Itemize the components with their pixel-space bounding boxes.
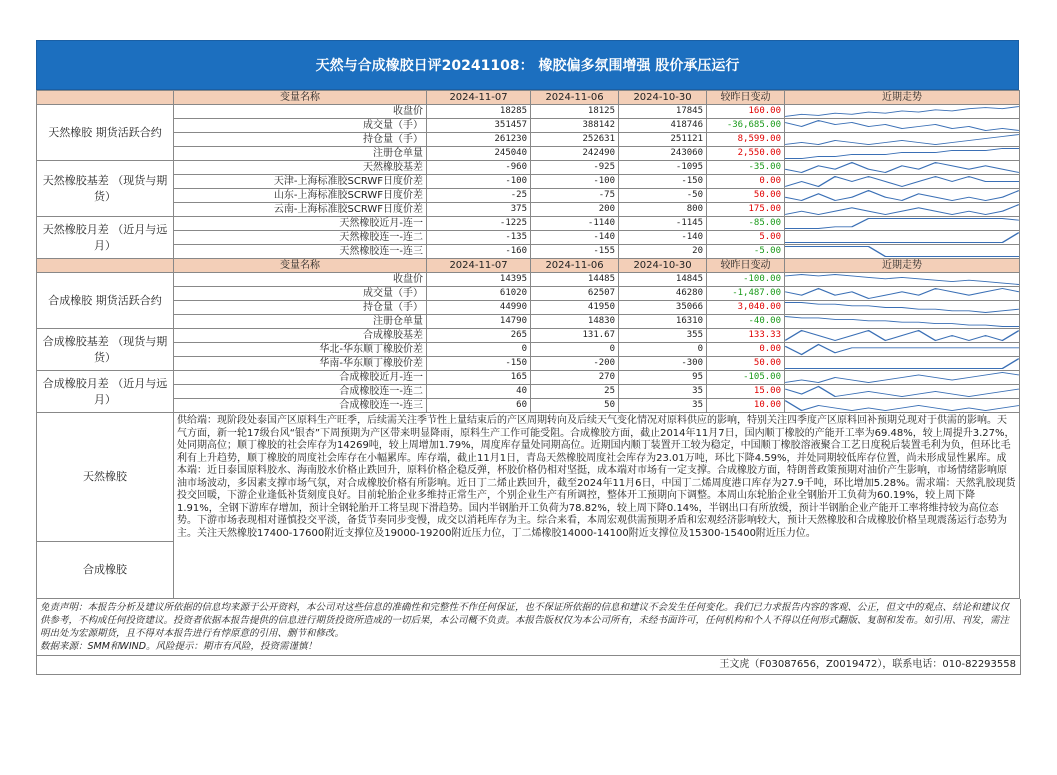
trend-cell xyxy=(785,371,1020,385)
change-cell: 175.00 xyxy=(707,203,785,217)
value-cell: 95 xyxy=(619,371,707,385)
sparkline-path xyxy=(785,317,1019,327)
value-cell: 265 xyxy=(427,329,531,343)
change-cell: -1,487.00 xyxy=(707,287,785,301)
row-label: 天津-上海标准胶SCRWF日度价差 xyxy=(174,175,427,189)
value-cell: 0 xyxy=(427,343,531,357)
value-cell: 0 xyxy=(531,343,619,357)
trend-cell xyxy=(785,287,1020,301)
table-row xyxy=(37,147,1020,161)
table-row xyxy=(37,161,1020,175)
sparkline xyxy=(785,105,1019,118)
group-label: 合成橡胶基差 （现货与期货） xyxy=(37,329,174,371)
value-cell: 46280 xyxy=(619,287,707,301)
sparkline xyxy=(785,203,1019,216)
change-cell: 133.33 xyxy=(707,329,785,343)
header-cell: 2024-11-07 xyxy=(427,91,531,105)
trend-cell xyxy=(785,119,1020,133)
value-cell: 131.67 xyxy=(531,329,619,343)
header-row xyxy=(37,91,1020,105)
table-row xyxy=(37,245,1020,259)
sparkline-path xyxy=(785,331,1019,341)
trend-cell xyxy=(785,105,1020,119)
row-label: 成交量（手） xyxy=(174,287,427,301)
sparkline-path xyxy=(785,289,1019,299)
value-cell: 355 xyxy=(619,329,707,343)
row-label: 天然橡胶连一-连三 xyxy=(174,245,427,259)
trend-cell xyxy=(785,217,1020,231)
trend-cell xyxy=(785,399,1020,413)
table-row xyxy=(37,217,1020,231)
value-cell: -150 xyxy=(619,175,707,189)
table-row xyxy=(37,357,1020,371)
change-cell: 160.00 xyxy=(707,105,785,119)
row-label: 合成橡胶近月-连一 xyxy=(174,371,427,385)
table-row xyxy=(37,231,1020,245)
group-label: 天然橡胶月差 （近月与远月） xyxy=(37,217,174,259)
value-cell: -75 xyxy=(531,189,619,203)
table-row xyxy=(37,329,1020,343)
row-label: 注册仓单量 xyxy=(174,147,427,161)
row-label: 天然橡胶连一-连二 xyxy=(174,231,427,245)
value-cell: -100 xyxy=(427,175,531,189)
sparkline-path xyxy=(785,163,1019,173)
table-row xyxy=(37,301,1020,315)
value-cell: -140 xyxy=(531,231,619,245)
sparkline xyxy=(785,189,1019,202)
sparkline xyxy=(785,175,1019,188)
sparkline xyxy=(785,301,1019,314)
table-row xyxy=(37,385,1020,399)
value-cell: 388142 xyxy=(531,119,619,133)
header-cell: 2024-11-06 xyxy=(531,259,619,273)
row-label: 山东-上海标准胶SCRWF日度价差 xyxy=(174,189,427,203)
sparkline-path xyxy=(785,121,1019,131)
sparkline-path xyxy=(785,359,1019,369)
sparkline-path xyxy=(785,275,1019,285)
row-label: 成交量（手） xyxy=(174,119,427,133)
header-cell: 近期走势 xyxy=(785,259,1020,273)
value-cell: 14845 xyxy=(619,273,707,287)
value-cell: 14790 xyxy=(427,315,531,329)
value-cell: 18125 xyxy=(531,105,619,119)
value-cell: -155 xyxy=(531,245,619,259)
sparkline-path xyxy=(785,387,1019,397)
table-row xyxy=(37,315,1020,329)
group-label: 天然橡胶基差 （现货与期货） xyxy=(37,161,174,217)
report-title: 天然与合成橡胶日评20241108： 橡胶偏多氛围增强 股价承压运行 xyxy=(36,40,1019,90)
sparkline xyxy=(785,147,1019,160)
table-row xyxy=(37,203,1020,217)
trend-cell xyxy=(785,147,1020,161)
value-cell: -960 xyxy=(427,161,531,175)
trend-cell xyxy=(785,175,1020,189)
group-label: 合成橡胶月差 （近月与远月） xyxy=(37,371,174,413)
sparkline-path xyxy=(785,373,1019,383)
value-cell: 245040 xyxy=(427,147,531,161)
header-cell xyxy=(37,91,174,105)
row-label: 合成橡胶连一-连二 xyxy=(174,385,427,399)
trend-cell xyxy=(785,231,1020,245)
table-row xyxy=(37,189,1020,203)
trend-cell xyxy=(785,315,1020,329)
trend-cell xyxy=(785,189,1020,203)
sparkline xyxy=(785,161,1019,174)
value-cell: 261230 xyxy=(427,133,531,147)
change-cell: 8,599.00 xyxy=(707,133,785,147)
value-cell: 270 xyxy=(531,371,619,385)
row-label: 持仓量（手） xyxy=(174,133,427,147)
trend-cell xyxy=(785,357,1020,371)
table-row xyxy=(37,105,1020,119)
value-cell: -1140 xyxy=(531,217,619,231)
row-label: 华北-华东顺丁橡胶价差 xyxy=(174,343,427,357)
report xyxy=(36,40,1019,675)
header-cell: 2024-11-07 xyxy=(427,259,531,273)
header-cell xyxy=(37,259,174,273)
value-cell: -160 xyxy=(427,245,531,259)
header-cell: 2024-10-30 xyxy=(619,91,707,105)
sparkline-path xyxy=(785,401,1019,411)
change-cell: 0.00 xyxy=(707,175,785,189)
header-cell: 变量名称 xyxy=(174,259,427,273)
group-label: 天然橡胶 期货活跃合约 xyxy=(37,105,174,161)
value-cell: 242490 xyxy=(531,147,619,161)
value-cell: 61020 xyxy=(427,287,531,301)
value-cell: 0 xyxy=(619,343,707,357)
group-label: 合成橡胶 期货活跃合约 xyxy=(37,273,174,329)
sparkline-path xyxy=(785,345,1019,355)
sparkline-path xyxy=(785,303,1019,313)
value-cell: -1225 xyxy=(427,217,531,231)
change-cell: 3,040.00 xyxy=(707,301,785,315)
sparkline-path xyxy=(785,233,1019,243)
table-row xyxy=(37,287,1020,301)
change-cell: 10.00 xyxy=(707,399,785,413)
header-cell: 变量名称 xyxy=(174,91,427,105)
sparkline xyxy=(785,119,1019,132)
row-label: 收盘价 xyxy=(174,273,427,287)
table-row xyxy=(37,273,1020,287)
header-cell: 2024-10-30 xyxy=(619,259,707,273)
row-label: 注册仓单量 xyxy=(174,315,427,329)
change-cell: -40.00 xyxy=(707,315,785,329)
row-label: 合成橡胶连一-连三 xyxy=(174,399,427,413)
trend-cell xyxy=(785,301,1020,315)
change-cell: 0.00 xyxy=(707,343,785,357)
data-table xyxy=(36,90,1020,599)
change-cell: -105.00 xyxy=(707,371,785,385)
commentary-row xyxy=(37,413,1020,542)
value-cell: -925 xyxy=(531,161,619,175)
header-cell: 较昨日变动 xyxy=(707,91,785,105)
sparkline-path xyxy=(785,247,1019,257)
sparkline-path xyxy=(785,205,1019,215)
value-cell: -1145 xyxy=(619,217,707,231)
sparkline xyxy=(785,343,1019,356)
sparkline-path xyxy=(785,177,1019,187)
trend-cell xyxy=(785,161,1020,175)
trend-cell xyxy=(785,385,1020,399)
value-cell: 243060 xyxy=(619,147,707,161)
sparkline xyxy=(785,371,1019,384)
change-cell: 50.00 xyxy=(707,357,785,371)
row-label: 天然橡胶近月-连一 xyxy=(174,217,427,231)
change-cell: -35.00 xyxy=(707,161,785,175)
table-row xyxy=(37,119,1020,133)
sparkline xyxy=(785,231,1019,244)
sparkline-path xyxy=(785,219,1019,229)
value-cell: 200 xyxy=(531,203,619,217)
change-cell: 2,550.00 xyxy=(707,147,785,161)
change-cell: 15.00 xyxy=(707,385,785,399)
row-label: 收盘价 xyxy=(174,105,427,119)
sparkline xyxy=(785,399,1019,412)
row-label: 云南-上海标准胶SCRWF日度价差 xyxy=(174,203,427,217)
change-cell: -100.00 xyxy=(707,273,785,287)
trend-cell xyxy=(785,203,1020,217)
change-cell: -85.00 xyxy=(707,217,785,231)
sparkline xyxy=(785,385,1019,398)
table-row xyxy=(37,399,1020,413)
sparkline xyxy=(785,217,1019,230)
value-cell: 35066 xyxy=(619,301,707,315)
value-cell: 165 xyxy=(427,371,531,385)
value-cell: 44990 xyxy=(427,301,531,315)
table-row xyxy=(37,133,1020,147)
value-cell: 14395 xyxy=(427,273,531,287)
header-cell: 较昨日变动 xyxy=(707,259,785,273)
sparkline xyxy=(785,287,1019,300)
value-cell: -50 xyxy=(619,189,707,203)
table-row xyxy=(37,371,1020,385)
header-cell: 2024-11-06 xyxy=(531,91,619,105)
row-label: 合成橡胶基差 xyxy=(174,329,427,343)
row-label: 天然橡胶基差 xyxy=(174,161,427,175)
change-cell: -5.00 xyxy=(707,245,785,259)
header-row xyxy=(37,259,1020,273)
disclaimer-line: 免责声明：本报告分析及建议所依据的信息均来源于公开资料，本公司对这些信息的准确性和完整性不作任何保证，也不保证所依据的信息和建议不会发生任何变化。我们已力求报告内容的客观、公正，但文中的观点、结论和建议仅供参考，不构成任何投资建议。投资者依据本报告提供的信息进行期货投资所造成的一切后果，本公司概不负责。本报告版权仅为本公司所有，未经书面许可，任何机构和个人不得以任何形式翻版、复制和发布。如引用、刊发，需注明出处为宏源期货，且不得对本报告进行有悖原意的引用、删节和修改。 xyxy=(40,602,1010,639)
trend-cell xyxy=(785,329,1020,343)
row-label: 持仓量（手） xyxy=(174,301,427,315)
value-cell: 62507 xyxy=(531,287,619,301)
value-cell: 16310 xyxy=(619,315,707,329)
table-row xyxy=(37,175,1020,189)
commentary-text: 供给端：现阶段处泰国产区原料生产旺季，后续需关注季节性上量结束后的产区周期转向及后续天气变化情况对原料供应的影响，特别关注四季度产区原料回补预期兑现对于供需的影响。天气方面，新一轮17级台风“银杏”下周预期为产区带来明显降雨，原料生产工作可能受阻。合成橡胶方面，截止2014年11月7日，国内顺丁橡胶的产能开工率为69.48%，较上周提升3.27%，处同期高位；顺丁橡胶的社会库存为14269吨，较上周增加1.79%，周度库存量处同期高位。近期国内顺丁装置开工较为稳定，中国顺丁橡胶溶液聚合工艺日度税后装置毛利为负，但环比毛利有上升趋势，顺丁橡胶的周度社会库存在小幅累库。库存端，截止11月1日，青岛天然橡胶周度社会库存为23.01万吨，环比下降4.59%，并处同期较低库存位置，尚未形成显性累库。成本端：近日泰国原料胶水、海南胶水价格止跌回升，原料价格企稳反弹，杯胶价格仍相对坚挺，成本端对市场有一定支撑。合成橡胶方面，特朗普政策预期对油价产生影响，市场情绪影响原油市场波动，多因素支撑市场气氛，对合成橡胶价格有所影响。近日丁二烯止跌回升，截至2024年11月6日，中国丁二烯周度港口库存为27.9千吨，环比增加5.28%。需求端：天然乳胶现货投交回暖，下游企业逢低补货刻度良好。目前轮胎企业多维持正常生产，个别企业生产有所调控，整体开工预期向下调整。本周山东轮胎企业全钢胎开工负荷为60.19%，较上周下降1.91%，全钢下游库存增加，预计全钢轮胎开工将呈现下滑趋势。国内半钢胎开工负荷为78.82%，较上周下降0.14%，半钢出口有所放缓，预计半钢胎企业产能开工率将维持较为高位态势。下游市场表现相对谨慎投交平淡，备货节奏同步变慢，成交以消耗库存为主。综合来看，本周宏观供需预期矛盾和宏观经济影响较大，预计天然橡胶和合成橡胶价格呈现震荡运行态势为主。关注天然橡胶17400-17600附近支撑位及19000-19200附近压力位，丁二烯橡胶14000-14100附近支撑位及15300-15400附近压力位。 xyxy=(174,413,1020,599)
value-cell: -140 xyxy=(619,231,707,245)
trend-cell xyxy=(785,245,1020,259)
value-cell: -300 xyxy=(619,357,707,371)
sparkline xyxy=(785,329,1019,342)
value-cell: -150 xyxy=(427,357,531,371)
row-label: 华南-华东顺丁橡胶价差 xyxy=(174,357,427,371)
value-cell: 20 xyxy=(619,245,707,259)
value-cell: -200 xyxy=(531,357,619,371)
value-cell: 252631 xyxy=(531,133,619,147)
value-cell: 60 xyxy=(427,399,531,413)
sparkline-path xyxy=(785,191,1019,201)
trend-cell xyxy=(785,343,1020,357)
value-cell: 25 xyxy=(531,385,619,399)
value-cell: 40 xyxy=(427,385,531,399)
change-cell: 5.00 xyxy=(707,231,785,245)
sparkline xyxy=(785,315,1019,328)
value-cell: 14830 xyxy=(531,315,619,329)
trend-cell xyxy=(785,273,1020,287)
value-cell: -100 xyxy=(531,175,619,189)
value-cell: 18285 xyxy=(427,105,531,119)
change-cell: -36,685.00 xyxy=(707,119,785,133)
trend-cell xyxy=(785,133,1020,147)
change-cell: 50.00 xyxy=(707,189,785,203)
value-cell: 14485 xyxy=(531,273,619,287)
value-cell: -25 xyxy=(427,189,531,203)
value-cell: 251121 xyxy=(619,133,707,147)
disclaimer xyxy=(36,599,1021,656)
value-cell: 800 xyxy=(619,203,707,217)
sparkline xyxy=(785,133,1019,146)
commentary-label-synthetic: 合成橡胶 xyxy=(37,542,174,599)
value-cell: 418746 xyxy=(619,119,707,133)
table-row xyxy=(37,343,1020,357)
sparkline-path xyxy=(785,149,1019,159)
commentary-label-natural: 天然橡胶 xyxy=(37,413,174,542)
value-cell: -1095 xyxy=(619,161,707,175)
sparkline-path xyxy=(785,107,1019,117)
value-cell: 375 xyxy=(427,203,531,217)
value-cell: 35 xyxy=(619,385,707,399)
sparkline xyxy=(785,245,1019,258)
sparkline-path xyxy=(785,135,1019,145)
sparkline xyxy=(785,357,1019,370)
signature: 王文虎（F03087656，Z0019472），联系电话：010-82293558 xyxy=(36,656,1021,675)
value-cell: 351457 xyxy=(427,119,531,133)
header-cell: 近期走势 xyxy=(785,91,1020,105)
value-cell: 17845 xyxy=(619,105,707,119)
value-cell: 35 xyxy=(619,399,707,413)
sparkline xyxy=(785,273,1019,286)
value-cell: 41950 xyxy=(531,301,619,315)
disclaimer-line: 数据来源：SMM和WIND。风险提示：期市有风险，投资需谨慎！ xyxy=(40,641,318,652)
value-cell: 50 xyxy=(531,399,619,413)
value-cell: -135 xyxy=(427,231,531,245)
